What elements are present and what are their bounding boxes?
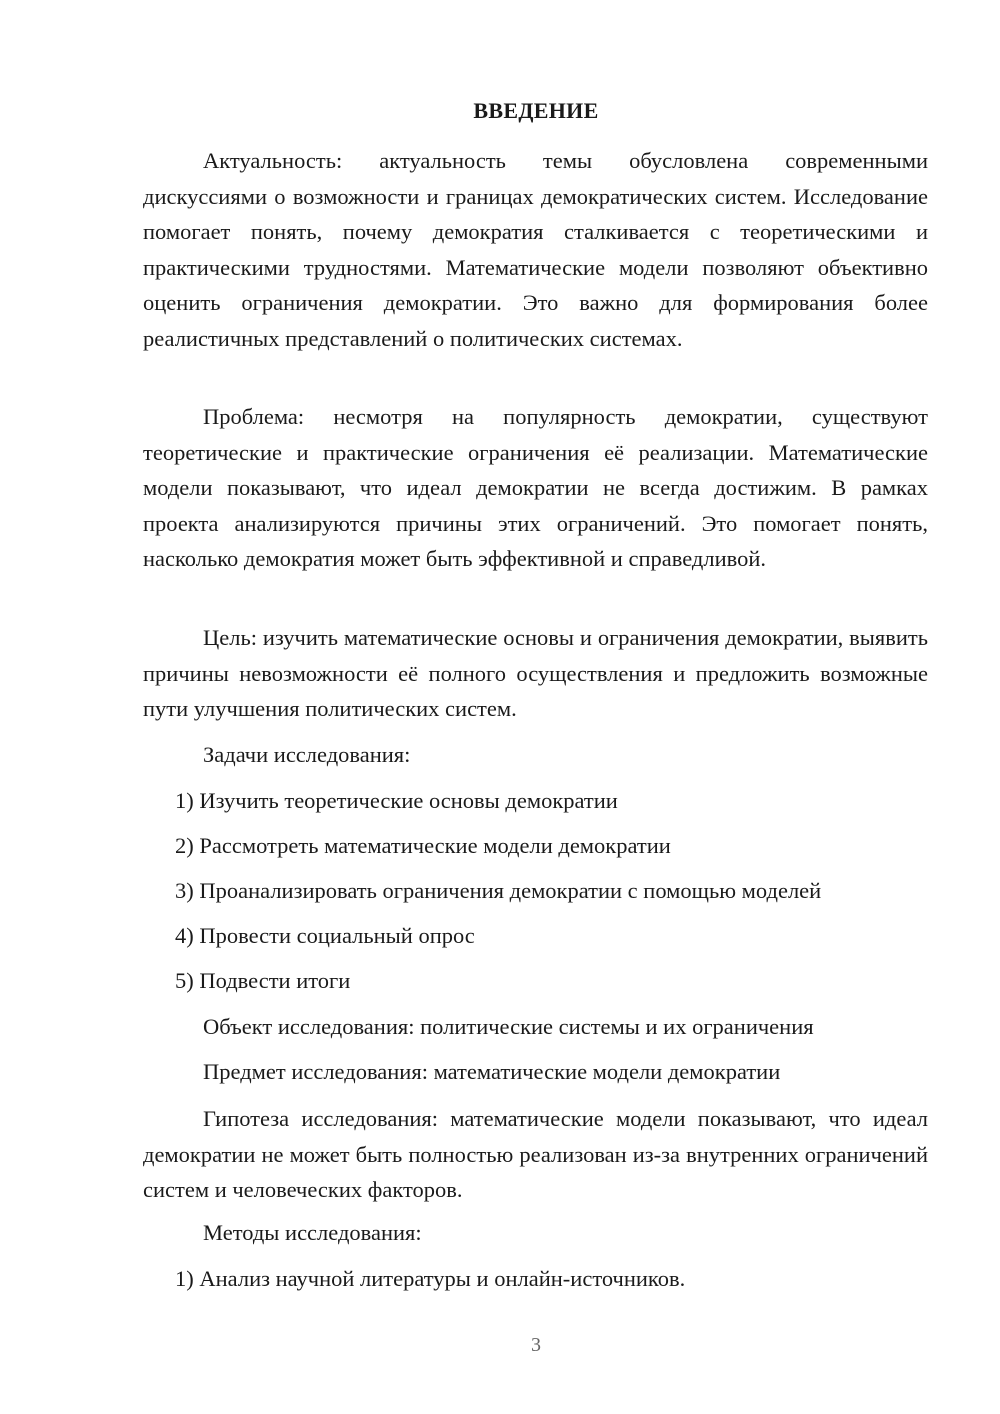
task-item: 2) Рассмотреть математические модели демократии — [175, 833, 671, 858]
tasks-heading: Задачи исследования: — [203, 742, 411, 767]
research-object: Объект исследования: политические системы и их ограничения — [203, 1014, 814, 1039]
problem-paragraph: Проблема: несмотря на популярность демократии, существуют теоретические и практические ограничения её реализации. Математические модели показывают, что идеал демократии не всегда достижим. В рамках проекта анализируются причины этих ограничений. Это помогает понять, насколько демократия может быть эффективной и справедливой. — [143, 404, 928, 571]
task-item: 4) Провести социальный опрос — [175, 923, 475, 948]
task-item: 3) Проанализировать ограничения демократии с помощью моделей — [175, 878, 822, 903]
method-item: 1) Анализ научной литературы и онлайн-источников. — [175, 1266, 686, 1291]
methods-heading: Методы исследования: — [203, 1220, 422, 1245]
page-number: 3 — [531, 1334, 541, 1356]
research-subject: Предмет исследования: математические модели демократии — [203, 1059, 781, 1084]
section-heading: ВВЕДЕНИЕ — [473, 98, 599, 123]
task-item: 5) Подвести итоги — [175, 968, 351, 993]
hypothesis-paragraph: Гипотеза исследования: математические модели показывают, что идеал демократии не может быть полностью реализован из-за внутренних ограничений систем и человеческих факторов. — [143, 1106, 928, 1202]
task-item: 1) Изучить теоретические основы демократии — [175, 788, 618, 813]
relevance-paragraph: Актуальность: актуальность темы обусловлена современными дискуссиями о возможности и границах демократических систем. Исследование помогает понять, почему демократия сталкивается с теоретическими и практическими трудностями. Математические модели позволяют объективно оценить ограничения демократии. Это важно для формирования более реалистичных представлений о политических системах. — [143, 148, 928, 351]
goal-paragraph: Цель: изучить математические основы и ограничения демократии, выявить причины невозможности её полного осуществления и предложить возможные пути улучшения политических систем. — [143, 625, 928, 721]
